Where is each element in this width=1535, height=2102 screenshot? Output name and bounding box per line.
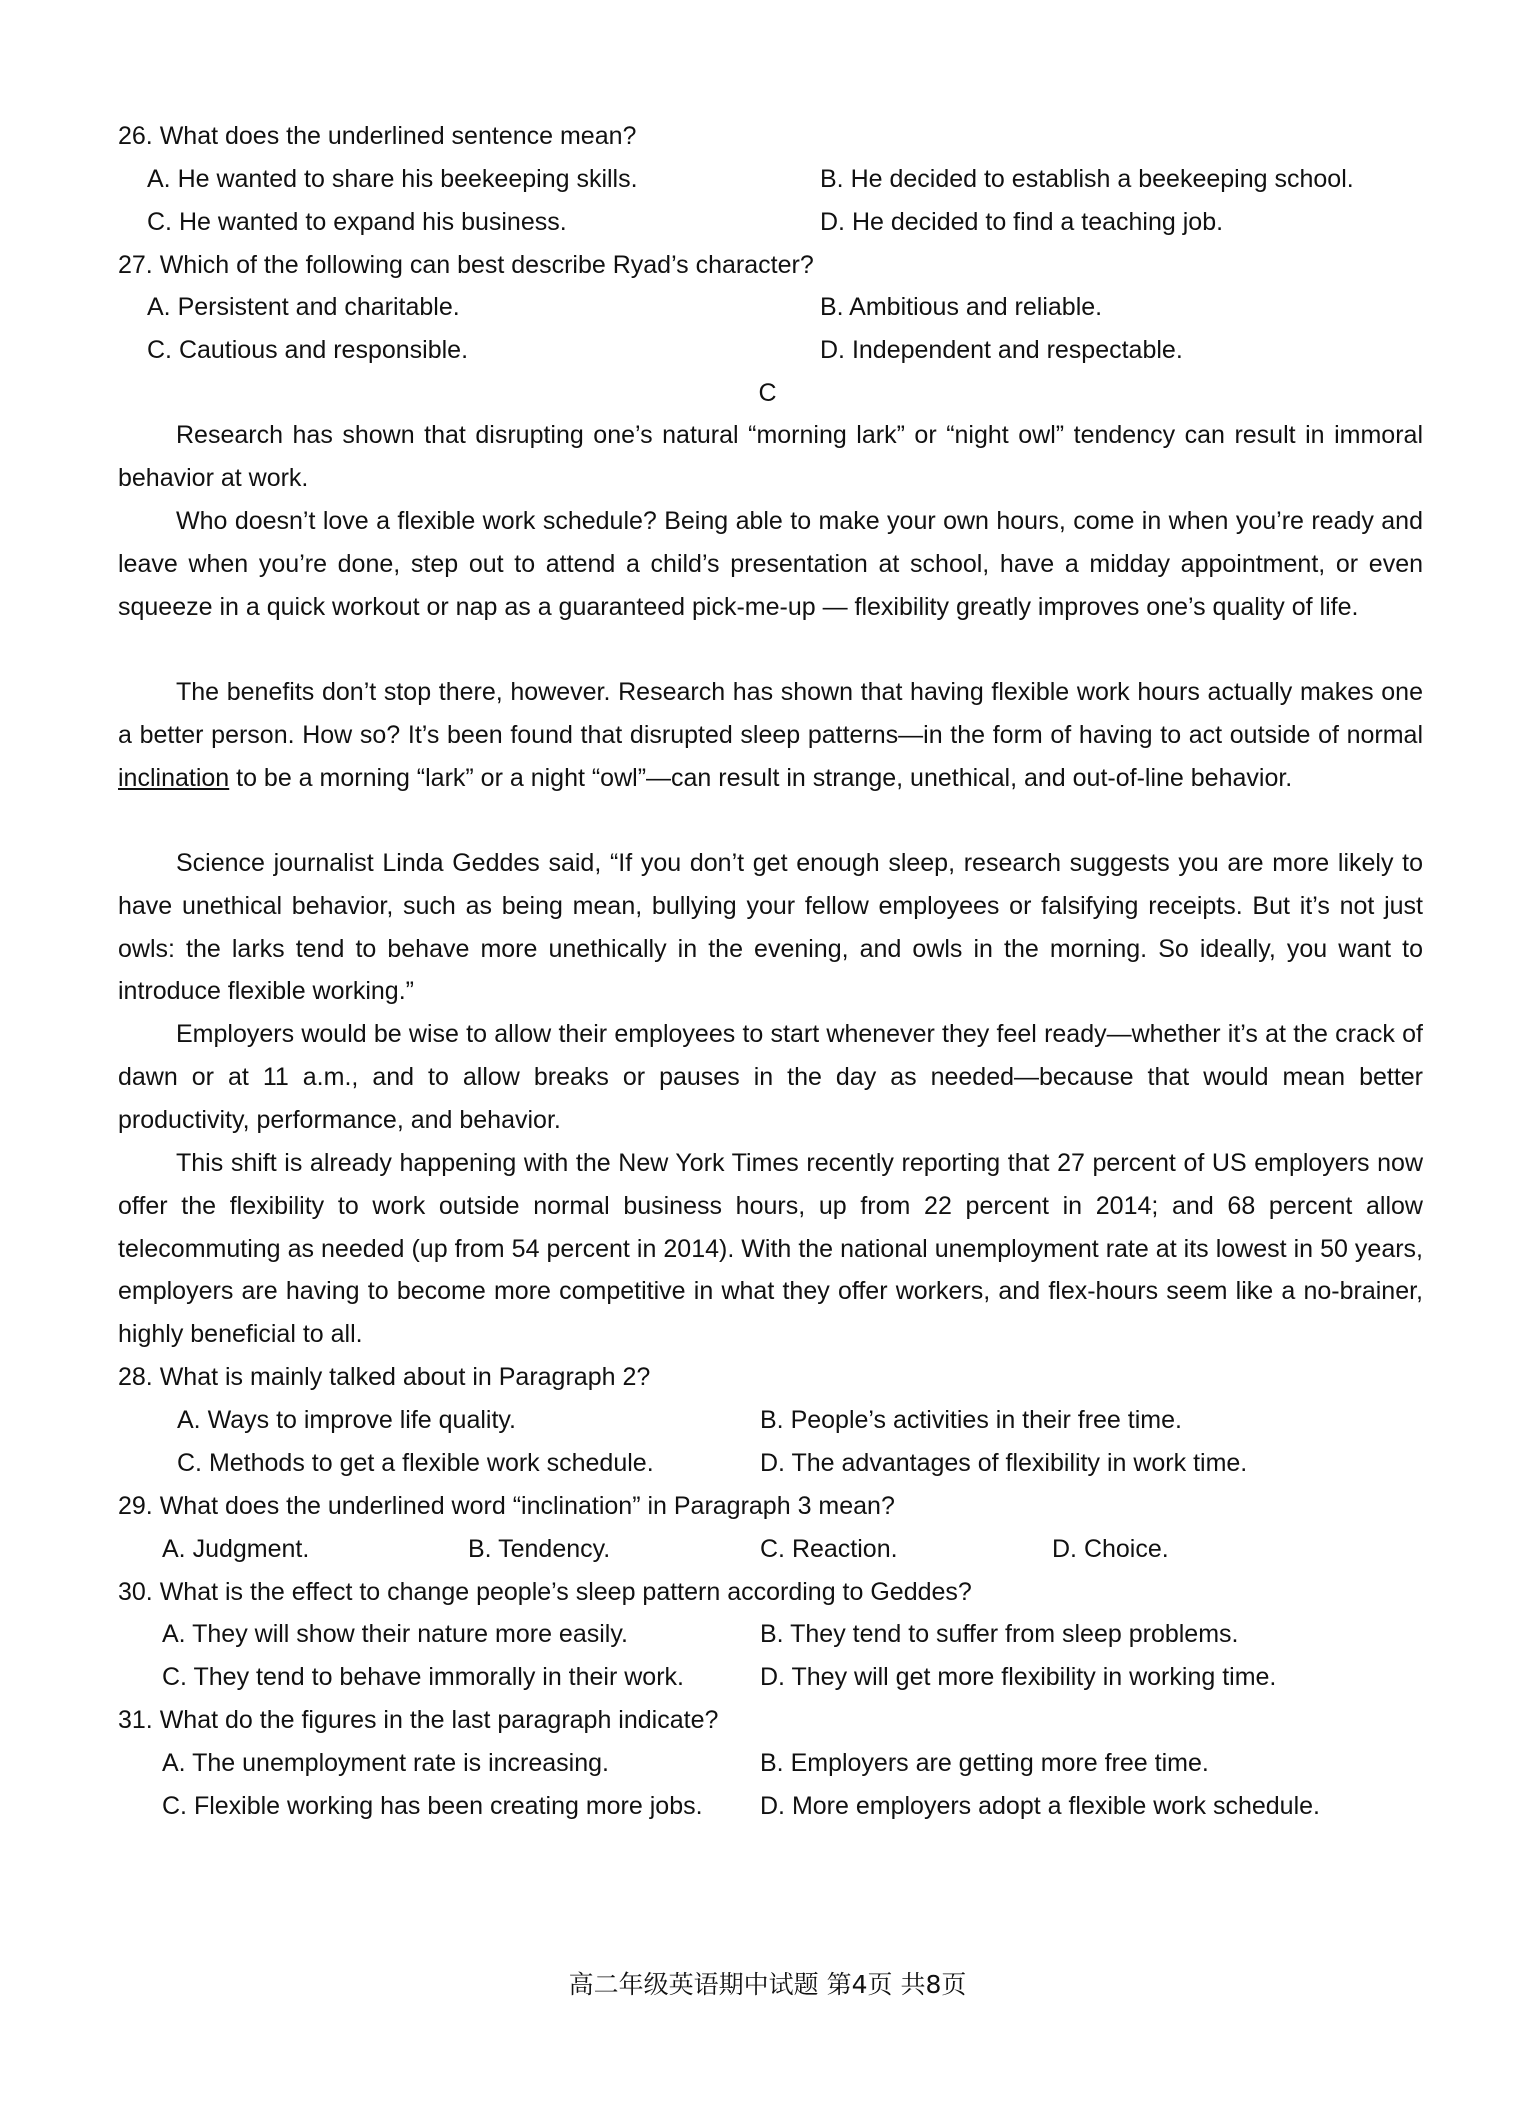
question-29-option-d: D. Choice. xyxy=(1052,1535,1169,1563)
question-29-option-b: B. Tendency. xyxy=(468,1535,611,1563)
question-29-stem: 29. What does the underlined word “inclination” in Paragraph 3 mean? xyxy=(118,1492,895,1520)
question-28-option-a: A. Ways to improve life quality. xyxy=(177,1406,517,1434)
question-29-option-a: A. Judgment. xyxy=(162,1535,310,1563)
question-27-option-c: C. Cautious and responsible. xyxy=(147,336,469,364)
question-31-option-a: A. The unemployment rate is increasing. xyxy=(162,1749,609,1777)
question-31-option-b: B. Employers are getting more free time. xyxy=(760,1749,1209,1777)
paragraph-3-text-end: to be a morning “lark” or a night “owl”—can result in strange, unethical, and out-of-line behavior. xyxy=(229,763,1293,792)
passage-paragraph-4: Science journalist Linda Geddes said, “If you don’t get enough sleep, research suggests you are more likely to have unethical behavior, such as being mean, bullying your fellow employees or falsifying receipts. But it’s not just owls: the larks tend to behave more unethically in the evening, and owls in the morning. So ideally, you want to introduce flexible working.” xyxy=(118,849,1423,1006)
paragraph-3-text-start: The benefits don’t stop there, however. Research has shown that having flexible work hours actually makes one a better person. How so? It’s been found that disrupted sleep patterns—in the form of having to act outside of normal xyxy=(118,678,1423,749)
question-30-stem: 30. What is the effect to change people’s sleep pattern according to Geddes? xyxy=(118,1578,972,1606)
question-26-option-a: A. He wanted to share his beekeeping skills. xyxy=(147,165,638,193)
question-31-option-d: D. More employers adopt a flexible work schedule. xyxy=(760,1792,1320,1820)
passage-paragraph-5: Employers would be wise to allow their employees to start whenever they feel ready—whether it’s at the crack of dawn or at 11 a.m., and to allow breaks or pauses in the day as needed—because that would mean better productivity, performance, and behavior. xyxy=(118,1020,1423,1134)
passage-paragraph-2: Who doesn’t love a flexible work schedule? Being able to make your own hours, come in when you’re ready and leave when you’re done, step out to attend a child’s presentation at school, have a midday appointment, or even squeeze in a quick workout or nap as a guaranteed pick-me-up — flexibility greatly improves one’s quality of life. xyxy=(118,507,1423,621)
question-26-option-c: C. He wanted to expand his business. xyxy=(147,208,567,236)
passage-paragraph-3 xyxy=(118,671,1423,799)
question-26-option-d: D. He decided to find a teaching job. xyxy=(820,208,1224,236)
question-30-option-d: D. They will get more flexibility in working time. xyxy=(760,1663,1277,1691)
question-27-option-b: B. Ambitious and reliable. xyxy=(820,293,1103,321)
question-28-option-c: C. Methods to get a flexible work schedule. xyxy=(177,1449,654,1477)
question-30-option-b: B. They tend to suffer from sleep problems. xyxy=(760,1620,1239,1648)
question-27-option-a: A. Persistent and charitable. xyxy=(147,293,460,321)
passage-paragraph-1: Research has shown that disrupting one’s natural “morning lark” or “night owl” tendency can result in immoral behavior at work. xyxy=(118,421,1423,492)
page-footer: 高二年级英语期中试题 第4页 共8页 xyxy=(568,1970,967,1999)
question-30-option-a: A. They will show their nature more easily. xyxy=(162,1620,628,1648)
question-31-option-c: C. Flexible working has been creating more jobs. xyxy=(162,1792,703,1820)
question-28-stem: 28. What is mainly talked about in Paragraph 2? xyxy=(118,1363,651,1391)
question-29-option-c: C. Reaction. xyxy=(760,1535,898,1563)
question-28-option-d: D. The advantages of flexibility in work time. xyxy=(760,1449,1248,1477)
section-letter: C xyxy=(758,379,777,407)
question-26-stem: 26. What does the underlined sentence mean? xyxy=(118,122,637,150)
question-27-stem: 27. Which of the following can best describe Ryad’s character? xyxy=(118,251,814,279)
question-30-option-c: C. They tend to behave immorally in their work. xyxy=(162,1663,684,1691)
question-27-option-d: D. Independent and respectable. xyxy=(820,336,1183,364)
question-26-option-b: B. He decided to establish a beekeeping school. xyxy=(820,165,1354,193)
passage-paragraph-6: This shift is already happening with the New York Times recently reporting that 27 percent of US employers now offer the flexibility to work outside normal business hours, up from 22 percent in 2014; and 68 percent allow telecommuting as needed (up from 54 percent in 2014). With the national unemployment rate at its lowest in 50 years, employers are having to become more competitive in what they offer workers, and flex-hours seem like a no-brainer, highly beneficial to all. xyxy=(118,1149,1423,1349)
question-31-stem: 31. What do the figures in the last paragraph indicate? xyxy=(118,1706,719,1734)
question-28-option-b: B. People’s activities in their free time. xyxy=(760,1406,1182,1434)
underlined-word-inclination: inclination xyxy=(118,763,230,792)
